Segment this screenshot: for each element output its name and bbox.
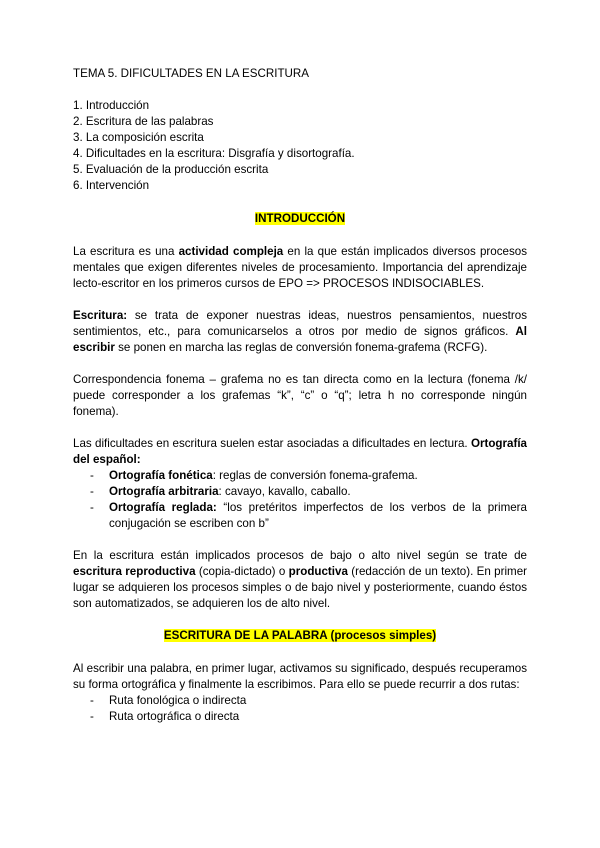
intro-paragraph-3: Correspondencia fonema – grafema no es tan directa como en la lectura (fonema /k/ puede corresponder a los grafemas “k”, “c” o “q”; letra h no corresponde ningún fonema).: [73, 373, 527, 418]
toc-item: 6. Intervención: [73, 179, 150, 192]
list-item: - Ortografía reglada: “los pretéritos imperfectos de los verbos de la primera conjugación se escriben con b”: [90, 501, 527, 530]
toc-item: 3. La composición escrita: [73, 131, 204, 144]
toc-item: 4. Dificultades en la escritura: Disgrafía y disortografía.: [73, 147, 355, 160]
table-of-contents: [73, 98, 527, 194]
orthography-list: [73, 468, 527, 532]
list-item: - Ruta fonológica o indirecta: [90, 694, 247, 707]
toc-item: 5. Evaluación de la producción escrita: [73, 163, 269, 176]
intro-paragraph-4: Las dificultades en escritura suelen estar asociadas a dificultades en lectura. Ortografía del español:: [73, 437, 527, 466]
section2-paragraph-1: Al escribir una palabra, en primer lugar, activamos su significado, después recuperamos su forma ortográfica y finalmente la escribimos. Para ello se puede recurrir a dos rutas:: [73, 662, 527, 691]
list-item: - Ortografía fonética: reglas de conversión fonema-grafema.: [90, 469, 418, 482]
intro-paragraph-2: Escritura: se trata de exponer nuestras ideas, nuestros pensamientos, nuestros sentimientos, etc., para comunicarselos a otros por medio de signos gráficos. Al escribir se ponen en marcha las reglas de conversión fonema-grafema (RCFG).: [73, 309, 527, 354]
list-item: - Ortografía arbitraria: cavayo, kavallo, caballo.: [90, 485, 351, 498]
intro-heading: INTRODUCCIÓN: [254, 212, 346, 225]
toc-item: 1. Introducción: [73, 99, 150, 112]
document-page: [73, 66, 527, 725]
section2-heading: ESCRITURA DE LA PALABRA (procesos simples): [163, 629, 437, 642]
routes-list: [73, 693, 527, 725]
document-title: TEMA 5. DIFICULTADES EN LA ESCRITURA: [73, 67, 310, 80]
intro-paragraph-1: La escritura es una actividad compleja en la que están implicados diversos procesos mentales que exigen diferentes niveles de procesamiento. Importancia del aprendizaje lecto-escritor en los primeros cursos de EPO => PROCESOS INDISOCIABLES.: [73, 245, 527, 290]
list-item: - Ruta ortográfica o directa: [90, 710, 240, 723]
toc-item: 2. Escritura de las palabras: [73, 115, 214, 128]
intro-paragraph-5: En la escritura están implicados procesos de bajo o alto nivel según se trate de escritura reproductiva (copia-dictado) o productiva (redacción de un texto). En primer lugar se adquieren los procesos simples o de bajo nivel y posteriormente, cuando éstos son automatizados, se adquieren los de alto nivel.: [73, 549, 528, 610]
section2-heading-wrap: [73, 628, 527, 644]
intro-heading-wrap: [73, 211, 527, 227]
